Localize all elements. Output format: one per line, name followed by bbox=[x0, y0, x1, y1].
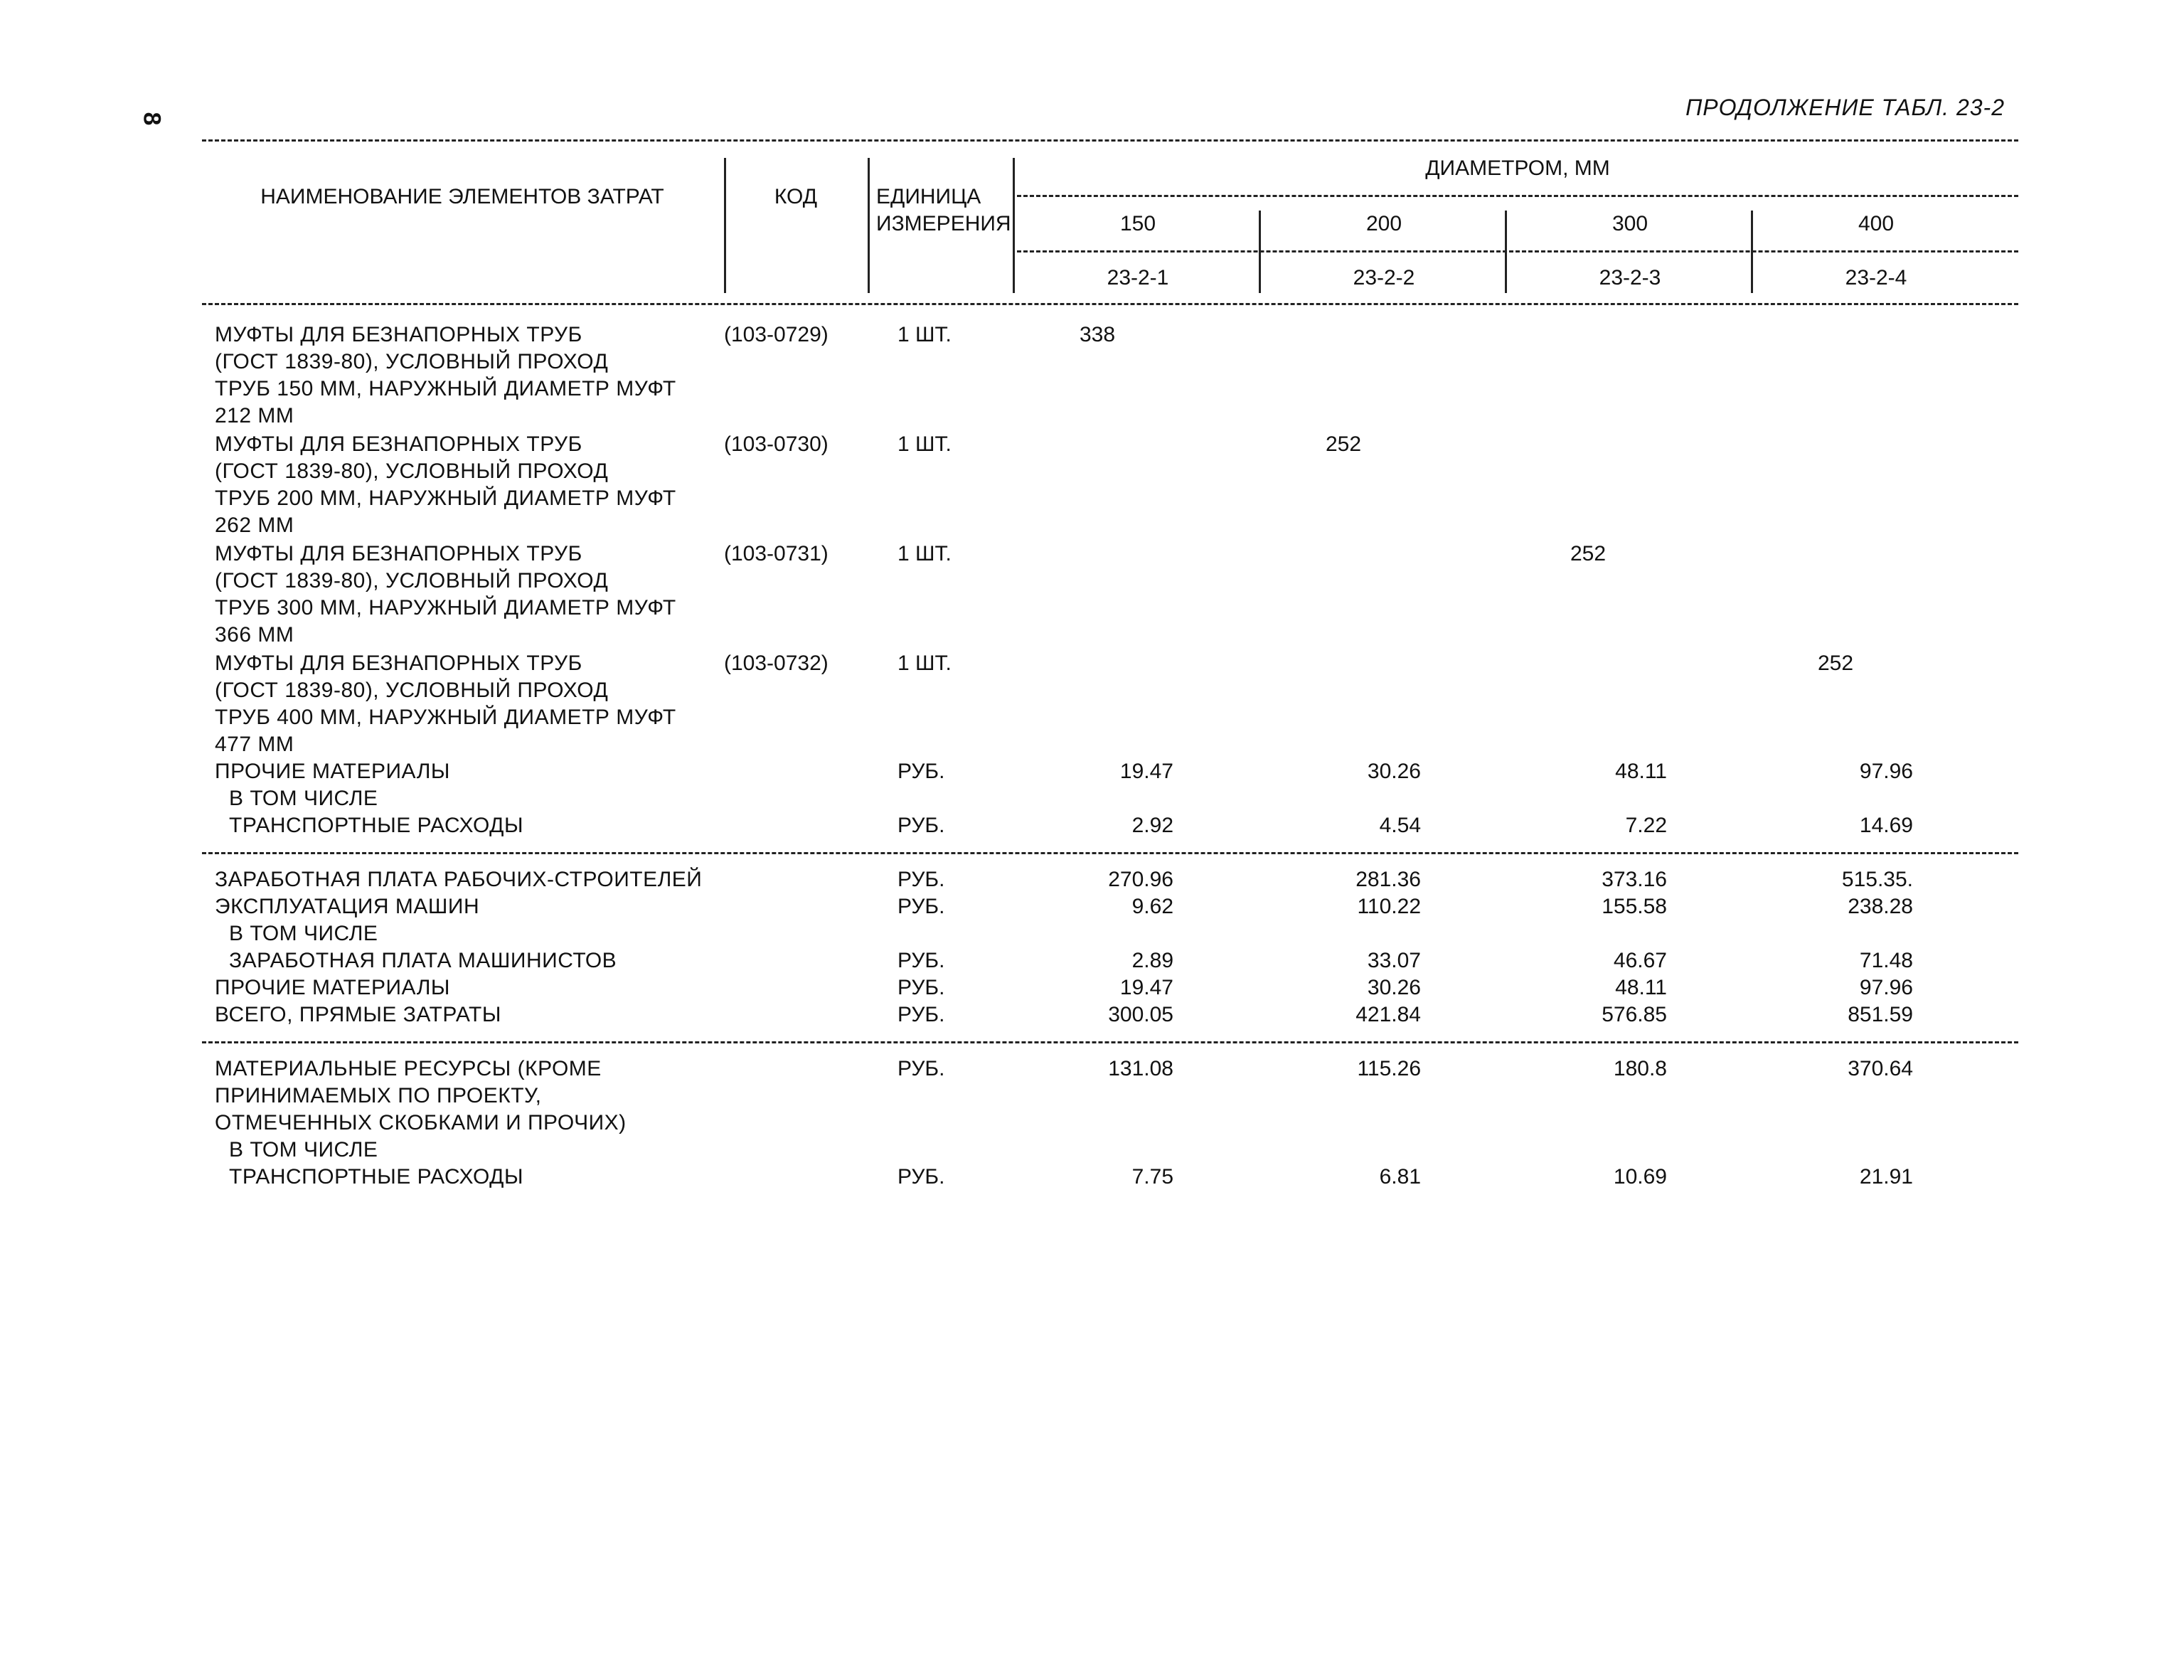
row-value: 4.54 bbox=[1379, 814, 1421, 837]
row-value: 115.26 bbox=[1357, 1057, 1421, 1080]
row-code: (103-0729) bbox=[724, 323, 829, 346]
row-name-line: (ГОСТ 1839-80), УСЛОВНЫЙ ПРОХОД bbox=[215, 679, 609, 702]
row-name-line: 366 ММ bbox=[215, 623, 294, 647]
row-name-line: МУФТЫ ДЛЯ БЕЗНАПОРНЫХ ТРУБ bbox=[215, 542, 582, 565]
incl-label: В ТОМ ЧИСЛЕ bbox=[229, 787, 378, 810]
row-unit: РУБ. bbox=[897, 1057, 945, 1080]
row-value: 252 bbox=[1570, 542, 1607, 565]
row-unit: РУБ. bbox=[897, 1165, 945, 1189]
row-value: 97.96 bbox=[1859, 760, 1913, 783]
header-code-23-2-1: 23-2-1 bbox=[1107, 266, 1169, 289]
row-value: 421.84 bbox=[1355, 1003, 1421, 1026]
row-value: 7.75 bbox=[1131, 1165, 1173, 1189]
row-value: 9.62 bbox=[1131, 895, 1173, 918]
row-name: ВСЕГО, ПРЯМЫЕ ЗАТРАТЫ bbox=[215, 1003, 501, 1026]
header-bottom-rule bbox=[202, 303, 2018, 305]
row-unit: РУБ. bbox=[897, 895, 945, 918]
continuation-label: ПРОДОЛЖЕНИЕ ТАБЛ. 23-2 bbox=[1685, 95, 2005, 120]
row-value: 7.22 bbox=[1625, 814, 1667, 837]
row-name-line: 262 ММ bbox=[215, 514, 294, 537]
row-value: 48.11 bbox=[1615, 760, 1667, 783]
section-rule bbox=[202, 1041, 2018, 1043]
header-code-23-2-2: 23-2-2 bbox=[1353, 266, 1415, 289]
row-value: 14.69 bbox=[1859, 814, 1913, 837]
row-name: ТРАНСПОРТНЫЕ РАСХОДЫ bbox=[229, 814, 524, 837]
row-name-line: 477 ММ bbox=[215, 733, 294, 756]
row-value: 252 bbox=[1818, 652, 1854, 675]
row-value: 30.26 bbox=[1367, 760, 1421, 783]
header-separator-name-code bbox=[724, 158, 726, 293]
row-value: 71.48 bbox=[1859, 949, 1913, 972]
row-unit: РУБ. bbox=[897, 814, 945, 837]
row-name-line: ПРИНИМАЕМЫХ ПО ПРОЕКТУ, bbox=[215, 1084, 542, 1107]
row-unit: РУБ. bbox=[897, 760, 945, 783]
header-code-rule bbox=[1017, 250, 2018, 252]
row-name: ТРАНСПОРТНЫЕ РАСХОДЫ bbox=[229, 1165, 524, 1189]
header-diameter-300: 300 bbox=[1612, 212, 1648, 235]
row-value: 21.91 bbox=[1859, 1165, 1913, 1189]
row-name-line: ТРУБ 400 ММ, НАРУЖНЫЙ ДИАМЕТР МУФТ bbox=[215, 706, 676, 729]
row-unit: РУБ. bbox=[897, 976, 945, 999]
row-name: ЗАРАБОТНАЯ ПЛАТА МАШИНИСТОВ bbox=[229, 949, 617, 972]
row-value: 2.89 bbox=[1131, 949, 1173, 972]
row-unit: РУБ. bbox=[897, 1003, 945, 1026]
row-value: 155.58 bbox=[1602, 895, 1667, 918]
row-value: 180.8 bbox=[1613, 1057, 1667, 1080]
row-name-line: (ГОСТ 1839-80), УСЛОВНЫЙ ПРОХОД bbox=[215, 350, 609, 373]
row-code: (103-0730) bbox=[724, 432, 829, 456]
row-value: 19.47 bbox=[1119, 976, 1173, 999]
row-value: 2.92 bbox=[1131, 814, 1173, 837]
row-unit: 1 ШТ. bbox=[897, 323, 952, 346]
row-unit: РУБ. bbox=[897, 949, 945, 972]
row-name-line: ТРУБ 200 ММ, НАРУЖНЫЙ ДИАМЕТР МУФТ bbox=[215, 487, 676, 510]
row-value: 6.81 bbox=[1379, 1165, 1421, 1189]
row-name-line: МАТЕРИАЛЬНЫЕ РЕСУРСЫ (КРОМЕ bbox=[215, 1057, 602, 1080]
row-value: 238.28 bbox=[1848, 895, 1913, 918]
row-value: 131.08 bbox=[1108, 1057, 1173, 1080]
row-value: 338 bbox=[1080, 323, 1116, 346]
row-code: (103-0732) bbox=[724, 652, 829, 675]
header-separator-unit-diam bbox=[1013, 158, 1015, 293]
header-unit-line2: ИЗМЕРЕНИЯ bbox=[876, 212, 1011, 235]
row-name-line: (ГОСТ 1839-80), УСЛОВНЫЙ ПРОХОД bbox=[215, 459, 609, 483]
header-unit-line1: ЕДИНИЦА bbox=[876, 185, 981, 208]
row-name: ЗАРАБОТНАЯ ПЛАТА РАБОЧИХ-СТРОИТЕЛЕЙ bbox=[215, 868, 703, 891]
row-unit: 1 ШТ. bbox=[897, 432, 952, 456]
row-value: 370.64 bbox=[1848, 1057, 1913, 1080]
row-name-line: 212 ММ bbox=[215, 404, 294, 427]
row-name-line: МУФТЫ ДЛЯ БЕЗНАПОРНЫХ ТРУБ bbox=[215, 432, 582, 456]
row-value: 373.16 bbox=[1602, 868, 1667, 891]
header-code-col: КОД bbox=[774, 185, 818, 208]
row-name-line: (ГОСТ 1839-80), УСЛОВНЫЙ ПРОХОД bbox=[215, 569, 609, 592]
row-value: 515.35. bbox=[1841, 868, 1913, 891]
row-unit: 1 ШТ. bbox=[897, 542, 952, 565]
row-name: ЭКСПЛУАТАЦИЯ МАШИН bbox=[215, 895, 480, 918]
row-name-line: ТРУБ 150 ММ, НАРУЖНЫЙ ДИАМЕТР МУФТ bbox=[215, 377, 676, 400]
header-diameter-group: ДИАМЕТРОМ, ММ bbox=[1425, 156, 1610, 180]
row-name: ПРОЧИЕ МАТЕРИАЛЫ bbox=[215, 760, 450, 783]
incl-label: В ТОМ ЧИСЛЕ bbox=[229, 922, 378, 945]
row-value: 281.36 bbox=[1355, 868, 1421, 891]
header-separator-code-unit bbox=[868, 158, 870, 293]
row-unit: РУБ. bbox=[897, 868, 945, 891]
row-value: 48.11 bbox=[1615, 976, 1667, 999]
section-rule bbox=[202, 852, 2018, 854]
row-value: 576.85 bbox=[1602, 1003, 1667, 1026]
row-name: ПРОЧИЕ МАТЕРИАЛЫ bbox=[215, 976, 450, 999]
header-code-23-2-3: 23-2-3 bbox=[1599, 266, 1661, 289]
row-value: 270.96 bbox=[1108, 868, 1173, 891]
row-value: 30.26 bbox=[1367, 976, 1421, 999]
header-diameter-400: 400 bbox=[1858, 212, 1895, 235]
top-rule bbox=[202, 139, 2018, 142]
row-value: 110.22 bbox=[1357, 895, 1421, 918]
incl-label: В ТОМ ЧИСЛЕ bbox=[229, 1138, 378, 1161]
header-code-23-2-4: 23-2-4 bbox=[1845, 266, 1907, 289]
row-value: 19.47 bbox=[1119, 760, 1173, 783]
row-code: (103-0731) bbox=[724, 542, 829, 565]
row-name-line: МУФТЫ ДЛЯ БЕЗНАПОРНЫХ ТРУБ bbox=[215, 652, 582, 675]
row-name-line: ОТМЕЧЕННЫХ СКОБКАМИ И ПРОЧИХ) bbox=[215, 1111, 627, 1134]
row-value: 46.67 bbox=[1613, 949, 1667, 972]
row-value: 300.05 bbox=[1108, 1003, 1173, 1026]
page-number: 8 bbox=[138, 112, 166, 126]
row-name-line: ТРУБ 300 ММ, НАРУЖНЫЙ ДИАМЕТР МУФТ bbox=[215, 596, 676, 620]
row-name-line: МУФТЫ ДЛЯ БЕЗНАПОРНЫХ ТРУБ bbox=[215, 323, 582, 346]
row-value: 252 bbox=[1326, 432, 1362, 456]
header-diameter-150: 150 bbox=[1119, 212, 1156, 235]
header-name-col: НАИМЕНОВАНИЕ ЭЛЕМЕНТОВ ЗАТРАТ bbox=[260, 185, 664, 208]
row-value: 33.07 bbox=[1367, 949, 1421, 972]
row-value: 97.96 bbox=[1859, 976, 1913, 999]
header-diameter-200: 200 bbox=[1365, 212, 1402, 235]
header-diameter-rule bbox=[1017, 195, 2018, 197]
row-unit: 1 ШТ. bbox=[897, 652, 952, 675]
row-value: 10.69 bbox=[1613, 1165, 1667, 1189]
row-value: 851.59 bbox=[1848, 1003, 1913, 1026]
